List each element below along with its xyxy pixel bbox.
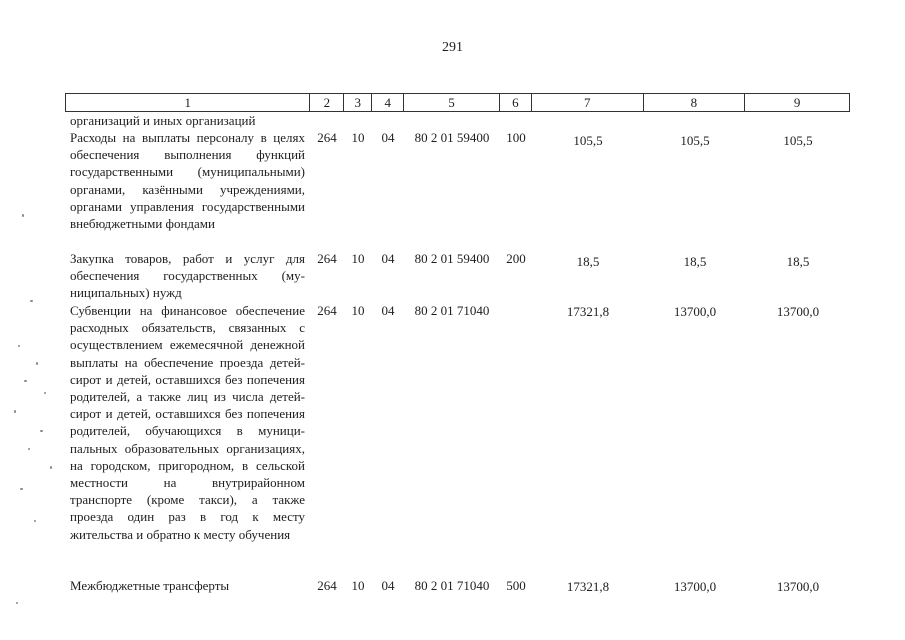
cell-section: 10 <box>351 130 365 145</box>
cell-amount-3: 105,5 <box>783 133 813 148</box>
cell-amount-2: 13700,0 <box>673 579 717 594</box>
cell-code: 264 <box>317 251 337 266</box>
cell-amount-3: 18,5 <box>786 254 810 269</box>
cell-amount-3: 13700,0 <box>776 579 820 594</box>
header-col-1: 1 <box>66 94 310 111</box>
cell-subsection: 04 <box>381 303 395 318</box>
row-description: Расходы на выплаты персоналу в целях обеспечения выполнения функций государственными (муниципальными) органами, казёнными учреждениями, органами управления государственными внебюджетными фондами <box>70 130 305 232</box>
cell-amount-1: 18,5 <box>576 254 600 269</box>
row-description: Субвенции на финансовое обеспечение расходных обязательств, связанных с осуществлением ежемесячной денежной выплаты на обеспечение проезда детей-сирот и детей, оставшихся без попечения родителей, а также лиц из числа детей-сирот и детей, оставшихся без попечения родителей, обучающихся в муниципальных образовательных организациях, на городском, пригородном, в сельской местности на внутрирайонном транспорте (кроме такси), а также проезда один раз в год к месту жительства и обратно к месту обучения <box>70 303 305 542</box>
row-description: Закупка товаров, работ и услуг для обеспечения государственных (муниципальных) нужд <box>70 251 305 301</box>
header-col-2: 2 <box>310 94 344 111</box>
row-description: Межбюджетные трансферты <box>70 578 230 593</box>
page-number: 291 <box>442 40 463 55</box>
cell-expense-type: 100 <box>506 130 526 145</box>
header-col-7: 7 <box>532 94 644 111</box>
header-col-8: 8 <box>644 94 746 111</box>
table-header <box>65 93 850 112</box>
cell-amount-2: 13700,0 <box>673 304 717 319</box>
cell-amount-2: 105,5 <box>680 133 710 148</box>
cell-expense-type: 500 <box>506 578 526 593</box>
cell-section: 10 <box>351 578 365 593</box>
cell-section: 10 <box>351 303 365 318</box>
cell-target-article: 80 2 01 59400 <box>414 130 490 145</box>
cell-target-article: 80 2 01 59400 <box>414 251 490 266</box>
header-col-4: 4 <box>372 94 404 111</box>
cell-code: 264 <box>317 303 337 318</box>
cell-amount-1: 17321,8 <box>566 304 610 319</box>
cell-target-article: 80 2 01 71040 <box>414 578 490 593</box>
cell-section: 10 <box>351 251 365 266</box>
cell-amount-1: 17321,8 <box>566 579 610 594</box>
cell-expense-type: 200 <box>506 251 526 266</box>
cell-amount-2: 18,5 <box>683 254 707 269</box>
header-col-5: 5 <box>404 94 500 111</box>
row-description: организаций и иных организаций <box>70 113 256 128</box>
cell-code: 264 <box>317 130 337 145</box>
cell-subsection: 04 <box>381 130 395 145</box>
cell-code: 264 <box>317 578 337 593</box>
cell-amount-1: 105,5 <box>573 133 603 148</box>
cell-subsection: 04 <box>381 578 395 593</box>
header-col-3: 3 <box>344 94 372 111</box>
cell-target-article: 80 2 01 71040 <box>414 303 490 318</box>
cell-amount-3: 13700,0 <box>776 304 820 319</box>
header-col-9: 9 <box>793 95 801 110</box>
header-col-6: 6 <box>500 94 532 111</box>
cell-subsection: 04 <box>381 251 395 266</box>
